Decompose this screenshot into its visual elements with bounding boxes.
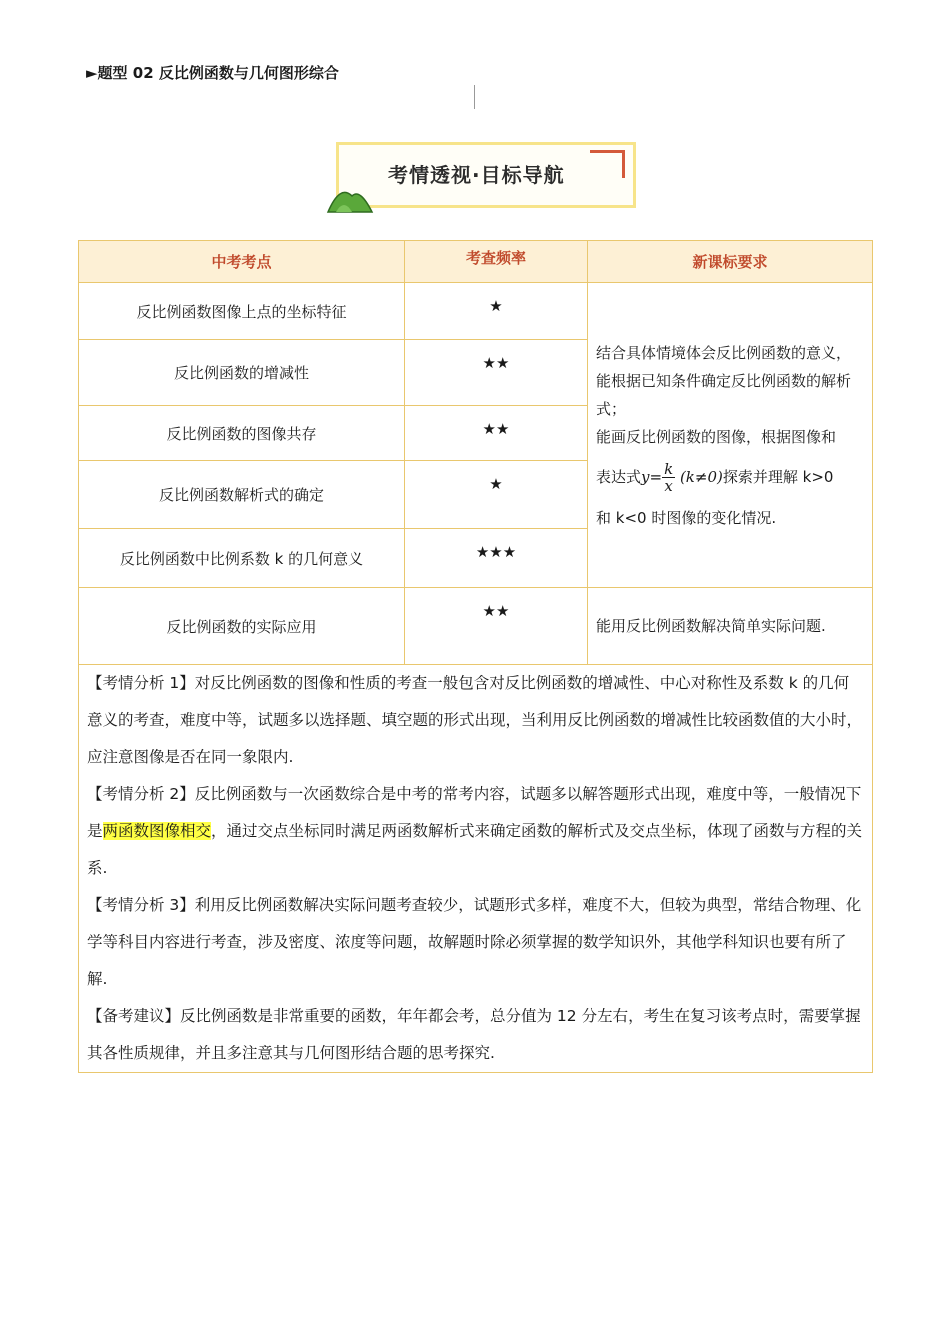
topic-cell: 反比例函数中比例系数 k 的几何意义 [79, 529, 405, 588]
highlighted-phrase: 两函数图像相交 [102, 822, 212, 840]
requirement-line4: 和 k<0 时图像的变化情况. [596, 508, 777, 527]
topic-cell: 反比例函数图像上点的坐标特征 [79, 283, 405, 340]
table-row [79, 283, 873, 340]
banner-accent-vertical [622, 150, 625, 178]
fraction-denominator: x [664, 476, 673, 495]
analysis-p2-before: 【考情分析 2】反比例函数与一次函数综合是中考的常考内容，试题多以解答题形式出现，难度中等，一般情况下是 [87, 785, 862, 840]
header-frequency: 考查频率 [405, 241, 588, 283]
banner-accent-horizontal [590, 150, 624, 153]
expr-suffix: 探索并理解 k>0 [722, 467, 834, 486]
section-heading: ►题型 02 反比例函数与几何图形综合 [86, 64, 339, 82]
frequency-cell: ★★ [405, 406, 588, 461]
requirement-cell [588, 283, 873, 588]
analysis-cell [79, 665, 873, 1073]
topic-cell: 反比例函数解析式的确定 [79, 461, 405, 529]
exam-analysis-table [78, 240, 873, 1073]
frequency-cell: ★★ [405, 588, 588, 665]
topic-cell: 反比例函数的图像共存 [79, 406, 405, 461]
table-row [79, 588, 873, 665]
requirement-line1: 结合具体情境体会反比例函数的意义，能根据已知条件确定反比例函数的解析式； [596, 343, 852, 418]
requirement-line2: 能画反比例函数的图像，根据图像和 [596, 427, 837, 446]
topic-cell: 反比例函数的实际应用 [79, 588, 405, 665]
frequency-cell: ★ [405, 461, 588, 529]
expr-y: y [641, 467, 650, 486]
expr-condition: (k≠0) [679, 467, 723, 486]
hills-icon [326, 180, 376, 214]
analysis-p2-after: ，通过交点坐标同时满足两函数解析式来确定函数的解析式及交点坐标，体现了函数与方程的关系. [87, 822, 863, 877]
fraction-numerator: k [664, 459, 674, 478]
table-header-row [79, 241, 873, 283]
analysis-paragraph-2 [87, 776, 864, 887]
expr-eq: = [649, 467, 663, 486]
banner-title: 考情透视·目标导航 [388, 163, 565, 187]
fraction-k-over-x [662, 461, 675, 494]
analysis-paragraph-4: 【备考建议】反比例函数是非常重要的函数，年年都会考，总分值为 12 分左右，考生在复习该考点时，需要掌握其各性质规律，并且多注意其与几何图形结合题的思考探究. [87, 1007, 861, 1062]
analysis-paragraph-1: 【考情分析 1】对反比例函数的图像和性质的考查一般包含对反比例函数的增减性、中心对称性及系数 k 的几何意义的考查，难度中等，试题多以选择题、填空题的形式出现，当利用反比例函数的增减性比较函数值的大小时，应注意图像是否在同一象限内. [87, 674, 863, 766]
requirement-expression [596, 461, 864, 494]
text-cursor-line [474, 85, 475, 109]
frequency-cell: ★★★ [405, 529, 588, 588]
header-topic: 中考考点 [79, 241, 405, 283]
expr-prefix: 表达式 [596, 467, 642, 486]
requirement-cell-2: 能用反比例函数解决简单实际问题. [588, 588, 873, 665]
analysis-paragraph-3: 【考情分析 3】利用反比例函数解决实际问题考查较少，试题形式多样，难度不大，但较为典型，常结合物理、化学等科目内容进行考查，涉及密度、浓度等问题，故解题时除必须掌握的数学知识外，其他学科知识也要有所了解. [87, 896, 862, 988]
frequency-cell: ★★ [405, 340, 588, 406]
frequency-cell: ★ [405, 283, 588, 340]
analysis-row [79, 665, 873, 1073]
header-requirement: 新课标要求 [588, 241, 873, 283]
topic-cell: 反比例函数的增减性 [79, 340, 405, 406]
